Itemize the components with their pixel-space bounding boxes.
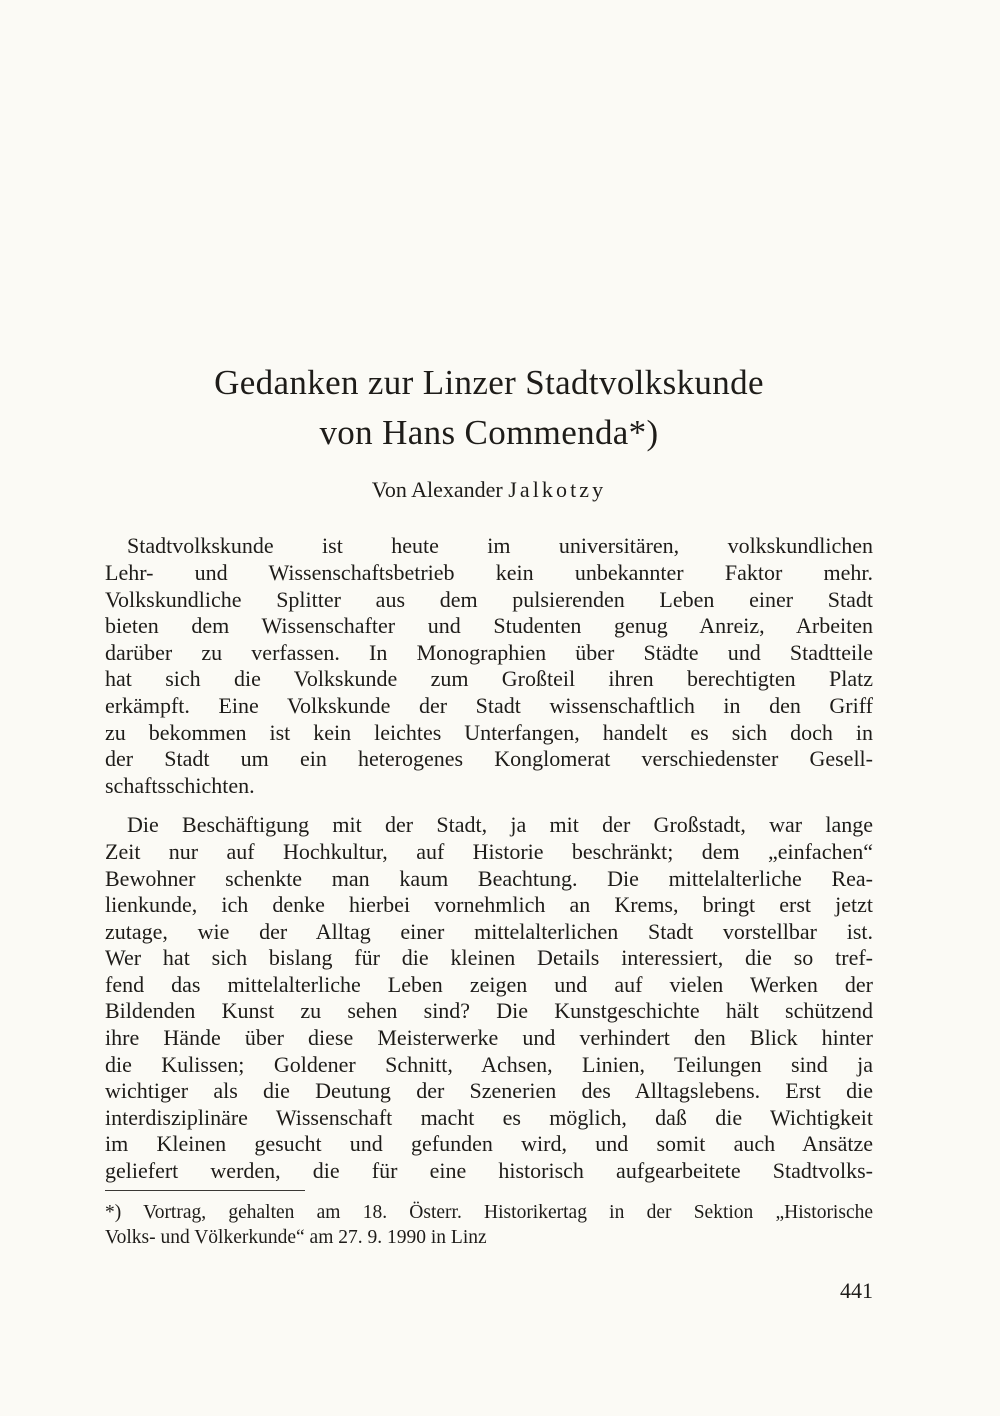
text-line: hat sich die Volkskunde zum Großteil ihren berechtigten Platz bbox=[105, 666, 873, 692]
text-line: Volkskundliche Splitter aus dem pulsierenden Leben einer Stadt bbox=[105, 586, 873, 612]
text-line: Wer hat sich bislang für die kleinen Details interessiert, die so tref- bbox=[105, 945, 873, 971]
text-line: zutage, wie der Alltag einer mittelalterlichen Stadt vorstellbar ist. bbox=[105, 918, 873, 944]
text-line: bieten dem Wissenschafter und Studenten genug Anreiz, Arbeiten bbox=[105, 613, 873, 639]
text-block bbox=[105, 0, 873, 1185]
text-line: geliefert werden, die für eine historisch aufgearbeitete Stadtvolks- bbox=[105, 1158, 873, 1184]
text-line: Lehr- und Wissenschaftsbetrieb kein unbekannter Faktor mehr. bbox=[105, 559, 873, 585]
text-line: Die Beschäftigung mit der Stadt, ja mit der Großstadt, war lange bbox=[127, 812, 873, 838]
text-line: ihre Hände über diese Meisterwerke und verhindert den Blick hinter bbox=[105, 1025, 873, 1051]
paragraph-1 bbox=[105, 533, 873, 799]
text-line: schaftsschichten. bbox=[105, 772, 255, 798]
text-line: erkämpft. Eine Volkskunde der Stadt wissenschaftlich in den Griff bbox=[105, 692, 873, 718]
footnote-divider bbox=[105, 1190, 305, 1191]
article-title-line-1: Gedanken zur Linzer Stadtvolkskunde bbox=[214, 363, 764, 402]
paragraph-2 bbox=[105, 812, 873, 1184]
author-prefix: Von Alexander bbox=[371, 477, 503, 503]
text-line: die Kulissen; Goldener Schnitt, Achsen, Linien, Teilungen sind ja bbox=[105, 1051, 873, 1077]
text-line: Stadtvolkskunde ist heute im universitären, volkskundlichen bbox=[127, 533, 873, 559]
text-line: im Kleinen gesucht und gefunden wird, und somit auch Ansätze bbox=[105, 1131, 873, 1157]
text-line: fend das mittelalterliche Leben zeigen und auf vielen Werken der bbox=[105, 971, 873, 997]
article-title-line-2: von Hans Commenda*) bbox=[319, 412, 659, 452]
author-name: Jalkotzy bbox=[508, 477, 607, 503]
text-line: *) Vortrag, gehalten am 18. Österr. Historikertag in der Sektion „Historische bbox=[105, 1202, 873, 1223]
text-line: der Stadt um ein heterogenes Konglomerat verschiedenster Gesell- bbox=[105, 746, 873, 772]
article-title bbox=[105, 358, 873, 457]
text-line: darüber zu verfassen. In Monographien über Städte und Stadtteile bbox=[105, 639, 873, 665]
text-line: Bildenden Kunst zu sehen sind? Die Kunstgeschichte hält schützend bbox=[105, 998, 873, 1024]
text-line: Bewohner schenkte man kaum Beachtung. Die mittelalterliche Rea- bbox=[105, 865, 873, 891]
author-line bbox=[105, 477, 873, 503]
text-line: interdisziplinäre Wissenschaft macht es möglich, daß die Wichtigkeit bbox=[105, 1104, 873, 1130]
text-line: Zeit nur auf Hochkultur, auf Historie beschränkt; dem „einfachen“ bbox=[105, 838, 873, 864]
text-line: wichtiger als die Deutung der Szenerien des Alltagslebens. Erst die bbox=[105, 1078, 873, 1104]
text-line: lienkunde, ich denke hierbei vornehmlich an Krems, bringt erst jetzt bbox=[105, 892, 873, 918]
text-line: zu bekommen ist kein leichtes Unterfangen, handelt es sich doch in bbox=[105, 719, 873, 745]
page-number: 441 bbox=[840, 1278, 873, 1303]
text-line: Volks- und Völkerkunde“ am 27. 9. 1990 in Linz bbox=[105, 1227, 487, 1248]
footnote bbox=[105, 1200, 873, 1250]
